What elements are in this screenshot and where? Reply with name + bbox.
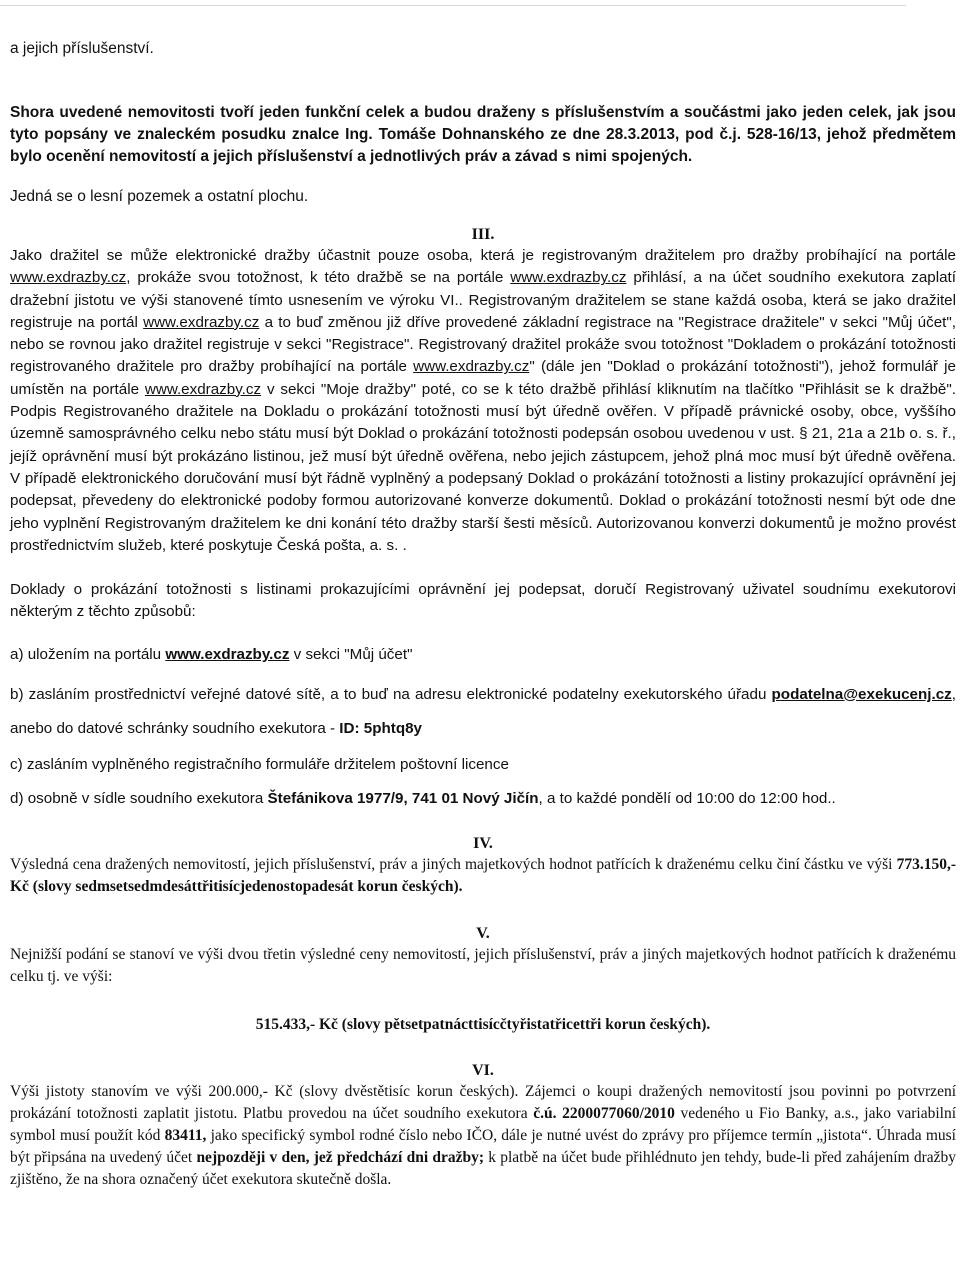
- list-item-c: c) zasláním vyplněného registračního formuláře držitelem poštovní licence: [10, 755, 509, 773]
- section-6-body: Výši jistoty stanovím ve výši 200.000,- Kč (slovy dvěstětisíc korun českých). Zájemci o koupi dražených nemovitostí jsou povinni po potvrzení prokázání totožnosti zaplatit jistotu. Platbu provedou na účet soudního exekutora č.ú. 2200077060/2010 vedeného u Fio Banky, a.s., jako variabilní symbol musí použít kód 83411, jako specifický symbol rodné číslo nebo IČO, dále je nutné uvést do zprávy pro příjemce termín „jistota“. Úhrada musí být připsána na uvedený účet nejpozději v den, jež předchází dni dražby; k platbě na účet bude přihlédnuto jen tehdy, bude-li před zahájením dražby zjištěno, že na shora označený účet exekutora skutečně došla.: [10, 1083, 956, 1189]
- paragraph-doklady: Doklady o prokázání totožnosti s listinami prokazujícími oprávnění jej podepsat, doručí Registrovaný uživatel soudnímu exekutorovi některým z těchto způsobů:: [10, 581, 956, 621]
- list-item-d: d) osobně v sídle soudního exekutora Štefánikova 1977/9, 741 01 Nový Jičín, a to každé pondělí od 10:00 do 12:00 hod..: [10, 789, 836, 807]
- section-heading-5: V.: [476, 924, 490, 942]
- section-4-body: Výsledná cena dražených nemovitostí, jejich příslušenství, práv a jiných majetkových hodnot patřících k draženému celku činí částku ve výši 773.150,- Kč (slovy sedmsetsedmdesáttřitisícjedenostopadesát korun českých).: [10, 855, 956, 895]
- section-3-text: Jako dražitel se může elektronické dražby účastnit pouze osoba, která je registrovaným dražitelem pro dražby probíhající na portále: [10, 247, 956, 264]
- section-3-text: " (dále jen "Doklad o prokázání totožnosti"), jehož formulář je umístěn na portále: [10, 358, 956, 398]
- list-item-b: b) zasláním prostřednictví veřejné datové sítě, a to buď na adresu elektronické podatelny exekutorského úřadu podatelna@exekucenj.cz, anebo do datové schránky soudního exekutora - ID: 5phtq8y: [10, 685, 956, 737]
- document-page: [10, 38, 956, 1191]
- section-5-body: Nejnižší podání se stanoví ve výši dvou třetin výsledné ceny nemovitostí, jejich příslušenství, práv a jiných majetkových hodnot patřících k draženému celku tj. ve výši:: [10, 945, 956, 985]
- paragraph-shora: Shora uvedené nemovitosti tvoří jeden funkční celek a budou draženy s příslušenstvím a součástmi jako jeden celek, jak jsou tyto popsány ve znaleckém posudku znalce Ing. Tomáše Dohnanského ze dne 28.3.2013, pod č.j. 528-16/13, jehož předmětem bylo ocenění nemovitostí a jejich příslušenství a jednotlivých práv a závad s nimi spojených.: [10, 104, 956, 165]
- minimum-bid: 515.433,- Kč (slovy pětsetpatnácttisícčtyřistatřicettři korun českých).: [255, 1015, 711, 1033]
- exdrazby-link[interactable]: www.exdrazby.cz: [144, 380, 262, 398]
- section-heading-4: IV.: [473, 834, 493, 852]
- payment-deadline: nejpozději v den, jež předchází dni dražby;: [196, 1149, 485, 1167]
- section-3-text: a to buď změnou již dříve provedené základní registrace na "Registrace dražitele" v sekci "Můj účet", nebo se rovnou jako dražitel registruje v sekci "Registrace". Registrovaný dražitel prokáže svou totožnost "Dokladem o prokázání totožnosti registrovaného dražitele pro dražby probíhající na portále: [10, 313, 956, 376]
- top-divider: [0, 5, 906, 6]
- section-3-text: v sekci "Moje dražby" poté, co se k této dražbě přihlásí kliknutím na tlačítko "Přihlásit se k dražbě". Podpis Registrovaného dražitele na Dokladu o prokázání totožnosti musí být úředně ověřen. V případě právnické osoby, obce, vyššího územně samosprávného celku nebo státu musí být Doklad o prokázání totožnosti podepsán osobou uvedenou v ust. § 21, 21a a 21b o. s. ř., jejíž oprávnění musí být prokázáno listinou, jež musí být úředně ověřena, nebo jejich zástupcem, jehož plná moc musí být úředně ověřena. V případě elektronického doručování musí být řádně vyplněný a podepsaný Doklad o prokázání totožnosti a listiny prokazující oprávnění jej podepsat, převedeny do elektronické podoby formou autorizované konverze dokumentů. Doklad o prokázání totožnosti nesmí být ode dne jeho vyplnění Registrovaným dražitelem ke dni konání této dražby starší šesti měsíců. Autorizovanou konverzi dokumentů je možno provést prostřednictvím služeb, které poskytuje Česká pošta, a. s. .: [10, 380, 956, 554]
- list-item-a: a) uložením na portálu www.exdrazby.cz v sekci "Můj účet": [10, 645, 413, 663]
- office-address: Štefánikova 1977/9, 741 01 Nový Jičín: [267, 789, 539, 807]
- bank-account: č.ú. 2200077060/2010: [533, 1105, 675, 1123]
- exdrazby-link[interactable]: www.exdrazby.cz: [510, 269, 627, 287]
- paragraph-lesni: Jedná se o lesní pozemek a ostatní plochu.: [10, 188, 309, 205]
- exdrazby-link[interactable]: www.exdrazby.cz: [143, 313, 260, 331]
- email-link[interactable]: podatelna@exekucenj.cz: [771, 685, 952, 703]
- variable-symbol: 83411,: [164, 1127, 207, 1145]
- section-3-text: přihlásí, a na účet soudního exekutora zaplatí dražební jistotu ve výši stanovené tímto usnesením ve výroku VI.. Registrovaným dražitelem se stane každá osoba, která se jako dražitel registruje na portál: [10, 269, 956, 331]
- exdrazby-link[interactable]: www.exdrazby.cz: [413, 358, 530, 376]
- final-price: 773.150,- Kč (slovy sedmsetsedmdesáttřitisícjedenostopadesát korun českých).: [10, 855, 956, 895]
- section-3-text: , prokáže svou totožnost, k této dražbě se na portále: [126, 269, 511, 287]
- intro-line: a jejich příslušenství.: [10, 40, 154, 57]
- section-heading-3: III.: [471, 226, 495, 243]
- data-box-id: ID: 5phtq8y: [339, 719, 422, 737]
- section-3-body: [10, 245, 956, 557]
- section-heading-6: VI.: [472, 1062, 494, 1080]
- exdrazby-link[interactable]: www.exdrazby.cz: [10, 269, 127, 287]
- exdrazby-link[interactable]: www.exdrazby.cz: [165, 645, 290, 663]
